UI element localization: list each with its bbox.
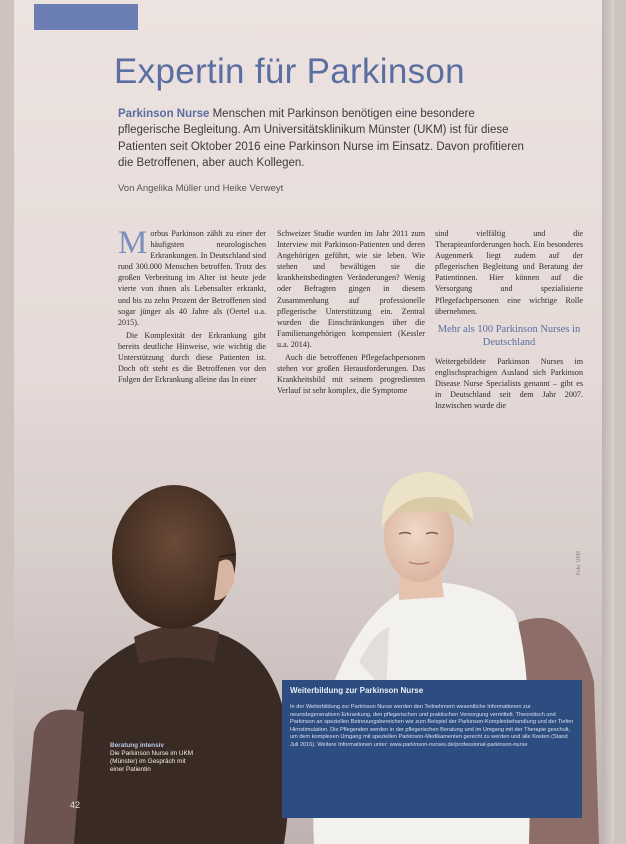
photo-credit: Foto: UKM	[576, 551, 582, 575]
paragraph: Morbus Parkinson zählt zu einer der häufigsten neurologischen Erkrankungen. In Deutschland sind rund 300.000 Menschen betroffen. Trotz des großen Verbreitung im Alter ist heute jede vierte von ihnen als Lebensalter erkrankt, und bis zu zehn Prozent der Betroffenen sind sogar jünger als 40 Jahre als (Oertel u.a. 2015).	[118, 225, 266, 327]
paragraph: Schweizer Studie wurden im Jahr 2011 zum Interview mit Parkinson-Patienten und deren Angehörigen geführt, wie sie leben. Wie stehen und bewältigen sie die krankheitsbedingten Veränderungen? Wenig oder Befragten gingen in diesem Zusammenhang auf professionelle pflegerische Unterstützung ein. Zentral wurden die Einschränkungen über die Familienangehörigen kompensiert (Kessler u.a. 2014).	[277, 229, 425, 349]
photo-caption	[110, 742, 200, 774]
lead-keyword: Parkinson Nurse	[118, 108, 210, 120]
paragraph: Weitergebildete Parkinson Nurses im englischsprachigen Ausland sich Parkinson Disease Nurse Specialists genannt – gibt es in Deutschland seit dem Jahr 2007. Inzwischen wurde die	[435, 356, 583, 411]
text-column-3	[435, 228, 583, 413]
info-box-title: Weiterbildung zur Parkinson Nurse	[290, 686, 424, 695]
text-column-1	[118, 225, 266, 387]
page-number: 42	[70, 800, 81, 810]
article-title: Expertin für Parkinson	[114, 52, 465, 91]
drop-cap: M	[118, 225, 148, 261]
section-color-bar	[34, 4, 138, 30]
magazine-page	[14, 0, 614, 844]
caption-text: Die Parkinson Nurse im UKM (Münster) im Gespräch mit einer Patientin	[110, 750, 194, 773]
paragraph: Auch die betroffenen Pflegefachpersonen stehen vor großen Herausforderungen. Das Krankheitsbild mit seinem progredienten Verlauf ist sehr komplex, die Symptome	[277, 353, 425, 396]
section-subheading: Mehr als 100 Parkinson Nurses in Deutschland	[437, 323, 581, 348]
paragraph: Die Komplexität der Erkrankung gibt bereits deutliche Hinweise, wie wichtig die Unterstützung durch diese Patienten ist. Doch oft steht es die Betroffenen vor den Folgen der Erkrankung alleine das In einer	[118, 330, 266, 385]
info-box-text: In der Weiterbildung zur Parkinson Nurse werden den Teilnehmern wesentliche Informationen zur neurodegenerativen Erkrankung, den pflegerischen und praktischen Versorgung vermittelt. Theoretisch und Parkinson an speziellen Betreuungsbereichen wie zum Beispiel der Parkinson-Komplexbehandlung und der Tiefen Hirnstimulation. Die Pflegenden werden in der pflegerischen Beratung und im Umgang mit der Therapie geschult, um dem komplexen Umgang mit speziellen Parkinson-Medikamenten gerecht zu werden und alle Kosten (Stand Juli 2016). Weitere Informationen unter: www.parkinson-nurses.de/professional-parkinson-nurse	[290, 704, 574, 748]
page-edge-shadow	[602, 0, 614, 844]
article-lead	[118, 106, 538, 172]
info-box	[282, 680, 582, 818]
lead-text: Menschen mit Parkinson benötigen eine besondere pflegerische Begleitung. Am Universitätsklinikum Münster (UKM) ist für diese Patienten seit Oktober 2016 eine Parkinson Nurse im Einsatz. Davon profitieren die Betroffenen, aber auch Kollegen.	[118, 108, 524, 170]
caption-title: Beratung intensiv	[110, 742, 164, 749]
byline: Von Angelika Müller und Heike Verweyt	[118, 183, 284, 194]
paragraph: sind vielfältig und die Therapieanforderungen hoch. Ein besonderes Augenmerk liegt zudem auf der pflegerischen Begleitung und Beratung der Patientinnen. Hier können auf die Versorgung und spezialisierte Pflegefachpersonen eine wichtige Rolle übernehmen.	[435, 229, 583, 316]
text-column-2	[277, 228, 425, 398]
